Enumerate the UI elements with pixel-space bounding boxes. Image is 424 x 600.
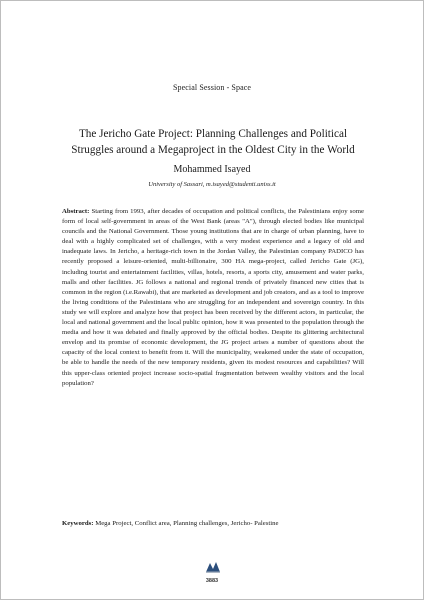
author-name: Mohammed Isayed	[173, 164, 251, 175]
author-affiliation: University of Sassari, m.isayed@studenti.uniss.it	[148, 181, 276, 188]
abstract	[62, 207, 364, 389]
keywords	[62, 519, 364, 529]
keywords-label: Keywords:	[62, 520, 94, 527]
conference-logo-icon	[205, 561, 221, 573]
abstract-text: Starting from 1993, after decades of occupation and political conflicts, the Palestinians enjoy some form of local self-government in areas of the West Bank (areas "A"), through elected bodies like municipal councils and the National Government. Those young institutions that are in charge of urban planning, have to deal with a highly complicated set of challenges, with a very modest experience and a legacy of old and inadequate laws. In Jericho, a heritage-rich town in the Jordan Valley, the Palestinian company PADICO has recently proposed a leisure-oriented, multi-billionaire, 300 HA mega-project, called Jericho Gate (JG), including tourist and entertainment facilities, villas, hotels, resorts, a sports city, amusement and water parks, malls and other facilities. JG follows a national and regional trends of privately financed new cities that is common in the region (i.e.Rawabi), that are marketed as development and job creators, and as a tool to improve the living conditions of the Palestinians who are struggling for an independent and sovereign country. In this study we will explore and analyze how that project has been received by the different actors, in particular, the local and national government and the local public opinion, how it was presented to the population through the media and how it was debated and finally approved by the official bodies. Despite its glittering architectural envelop and its promise of economic development, the JG project arises a number of questions about the capacity of the local context to benefit from it. Will the municipality, weakened under the state of occupation, be able to handle the needs of the new temporary residents, given its modest resources and capabilities? Will this upper-class oriented project increase socio-spatial fragmentation between wealthy visitors and the local population?	[62, 208, 364, 387]
paper-title-line-2: Struggles around a Megaproject in the Oldest City in the World	[71, 144, 355, 156]
abstract-label: Abstract:	[62, 208, 90, 215]
session-header: Special Session - Space	[172, 83, 252, 92]
paper-title	[31, 126, 395, 158]
page-number: 3883	[205, 578, 219, 584]
keywords-text: Mega Project, Conflict area, Planning challenges, Jericho- Palestine	[95, 520, 279, 527]
paper-title-line-1: The Jericho Gate Project: Planning Challenges and Political	[78, 128, 348, 140]
